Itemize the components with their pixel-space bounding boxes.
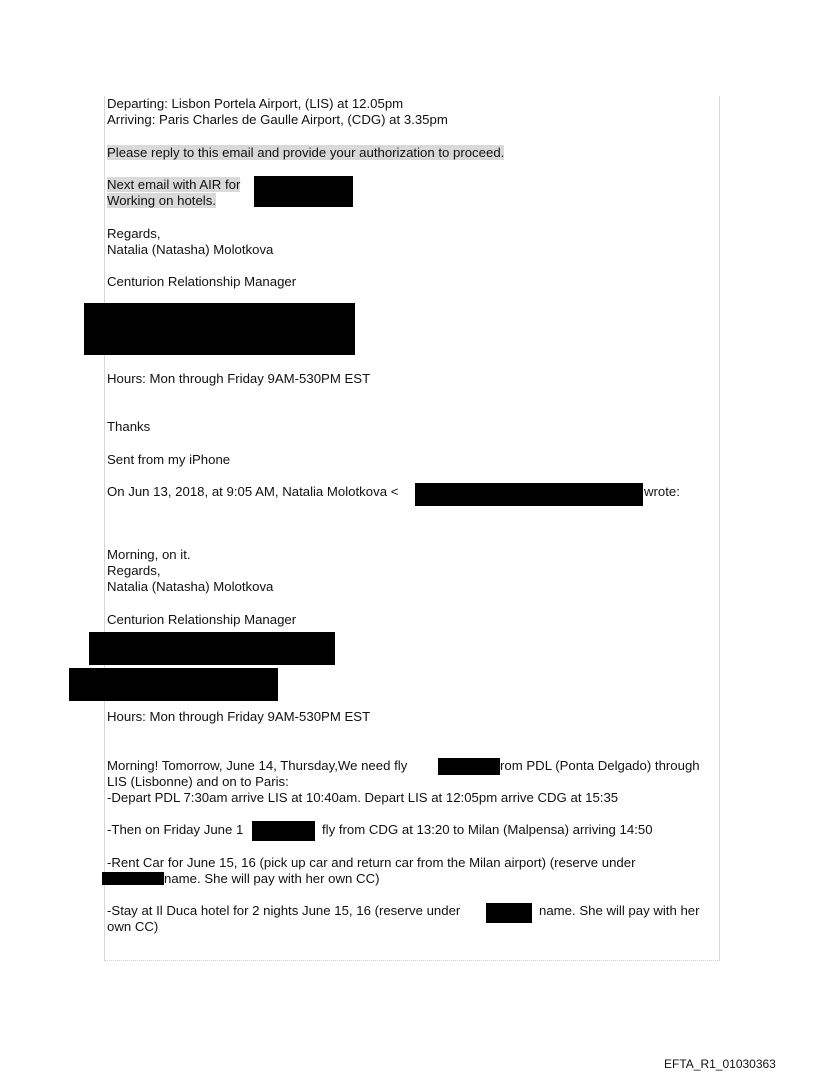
request-line-4b: fly from CDG at 13:20 to Milan (Malpensa) arriving 14:50 — [322, 822, 653, 837]
quote-header-b: wrote: — [644, 484, 680, 499]
redaction-block — [438, 758, 500, 775]
thanks-line: Thanks — [107, 419, 151, 434]
regards-2: Regards, — [107, 563, 161, 578]
authorization-request-text: Please reply to this email and provide your authorization to proceed. — [107, 145, 505, 160]
hours-2: Hours: Mon through Friday 9AM-530PM EST — [107, 709, 371, 724]
request-line-2: LIS (Lisbonne) and on to Paris: — [107, 774, 289, 789]
request-line-7a: -Stay at Il Duca hotel for 2 nights June 15, 16 (reserve under — [107, 903, 461, 918]
authorization-request — [107, 145, 504, 161]
working-hotels-line — [107, 193, 216, 209]
redaction-block — [415, 483, 643, 506]
document-id: EFTA_R1_01030363 — [664, 1057, 776, 1071]
request-line-1a: Morning! Tomorrow, June 14, Thursday,We need fly — [107, 758, 408, 773]
sender-name-1: Natalia (Natasha) Molotkova — [107, 242, 274, 257]
redaction-block — [102, 872, 164, 885]
redaction-block — [84, 303, 355, 355]
request-line-1b: rom PDL (Ponta Delgado) through — [500, 758, 700, 773]
redaction-block — [89, 632, 335, 665]
request-line-6: name. She will pay with her own CC) — [164, 871, 380, 886]
redaction-block — [486, 903, 532, 923]
next-email-text: Next email with AIR for — [107, 177, 241, 192]
redaction-block — [254, 176, 353, 207]
regards-1: Regards, — [107, 226, 161, 241]
sender-title-1: Centurion Relationship Manager — [107, 274, 297, 289]
request-line-5: -Rent Car for June 15, 16 (pick up car and return car from the Milan airport) (reserve under — [107, 855, 636, 870]
hours-1: Hours: Mon through Friday 9AM-530PM EST — [107, 371, 371, 386]
flight-arriving: Arriving: Paris Charles de Gaulle Airport, (CDG) at 3.35pm — [107, 112, 448, 127]
sender-name-2: Natalia (Natasha) Molotkova — [107, 579, 274, 594]
request-line-4a: -Then on Friday June 1 — [107, 822, 244, 837]
request-line-3: -Depart PDL 7:30am arrive LIS at 10:40am. Depart LIS at 12:05pm arrive CDG at 15:35 — [107, 790, 619, 805]
morning-on-it: Morning, on it. — [107, 547, 191, 562]
redaction-block — [69, 668, 278, 701]
request-line-8: own CC) — [107, 919, 159, 934]
working-hotels-text: Working on hotels. — [107, 193, 216, 208]
sent-from-line: Sent from my iPhone — [107, 452, 231, 467]
flight-departing: Departing: Lisbon Portela Airport, (LIS) at 12.05pm — [107, 96, 404, 111]
request-line-7b: name. She will pay with her — [539, 903, 700, 918]
next-email-line — [107, 177, 240, 193]
quote-header-a: On Jun 13, 2018, at 9:05 AM, Natalia Molotkova < — [107, 484, 399, 499]
redaction-block — [252, 821, 315, 841]
sender-title-2: Centurion Relationship Manager — [107, 612, 297, 627]
